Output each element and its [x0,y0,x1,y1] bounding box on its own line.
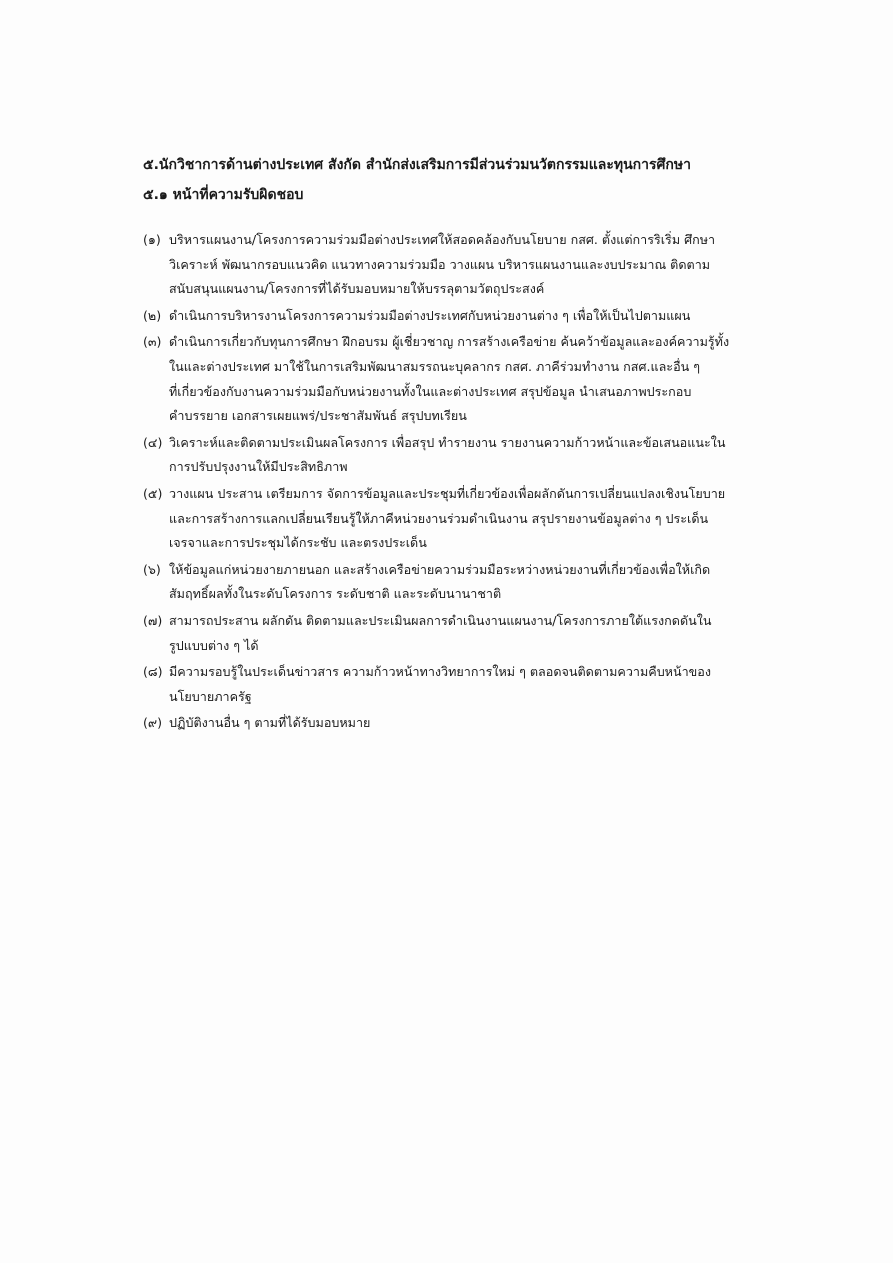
duty-item-line: เจรจาและการประชุมได้กระชับ และตรงประเด็น [169,535,427,551]
duty-item-line: นโยบายภาครัฐ [169,688,252,704]
duty-item-number: (๘) [143,664,163,680]
duty-item-number: (๒) [143,307,162,323]
duty-item-number: (๓) [143,334,162,350]
duty-item-line: รูปแบบต่าง ๆ ได้ [169,637,259,653]
duty-item-line: วิเคราะห์และติดตามประเมินผลโครงการ เพื่อสรุป ทำรายงาน รายงานความก้าวหน้าและข้อเสนอแนะใน [169,434,726,450]
duty-item-line: วิเคราะห์ พัฒนากรอบแนวคิด แนวทางความร่วมมือ วางแผน บริหารแผนงานและงบประมาณ ติดตาม [169,256,711,272]
duty-item [143,304,793,329]
duty-item-number: (๑) [143,232,161,247]
duty-item [143,482,793,556]
duty-item-line: ปฏิบัติงานอื่น ๆ ตามที่ได้รับมอบหมาย [169,715,371,731]
duty-item-line: การปรับปรุงงานให้มีประสิทธิภาพ [169,459,348,475]
duty-item [143,711,793,736]
section-heading: ๕.นักวิชาการด้านต่างประเทศ สังกัด สำนักส่งเสริมการมีส่วนร่วมนวัตกรรมและทุนการศึกษา [143,157,691,173]
duty-item-number: (๕) [143,485,163,501]
duty-item-line: ดำเนินการบริหารงานโครงการความร่วมมือต่างประเทศกับหน่วยงานต่าง ๆ เพื่อให้เป็นไปตามแผน [169,307,691,323]
duty-item-number: (๔) [143,434,163,450]
duty-item [143,558,793,607]
duty-item-line: สนับสนุนแผนงาน/โครงการที่ได้รับมอบหมายให้บรรลุตามวัตถุประสงค์ [169,281,545,297]
duty-item-line: ที่เกี่ยวข้องกับงานความร่วมมือกับหน่วยงานทั้งในและต่างประเทศ สรุปข้อมูล นำเสนอภาพประกอบ [169,383,692,399]
duty-item-line: บริหารแผนงาน/โครงการความร่วมมือต่างประเทศให้สอดคล้องกับนโยบาย กสศ. ตั้งแต่การริเริ่ม ศึกษา [169,232,716,247]
duty-item-line: ดำเนินการเกี่ยวกับทุนการศึกษา ฝึกอบรม ผู้เชี่ยวชาญ การสร้างเครือข่าย ค้นคว้าข้อมูลและองค์ความรู้ทั้ง [169,334,730,350]
duty-item-line: สามารถประสาน ผลักดัน ติดตามและประเมินผลการดำเนินงานแผนงาน/โครงการภายใต้แรงกดดันใน [169,612,712,628]
duty-item-line: วางแผน ประสาน เตรียมการ จัดการข้อมูลและประชุมที่เกี่ยวข้องเพื่อผลักดันการเปลี่ยนแปลงเชิงนโยบาย [169,485,726,501]
duty-item-line: ให้ข้อมูลแก่หน่วยงายภายนอก และสร้างเครือข่ายความร่วมมือระหว่างหน่วยงานที่เกี่ยวข้องเพื่อให้เกิด [169,561,711,577]
duty-item [143,228,793,302]
duty-item [143,431,793,480]
duty-list [143,228,793,738]
duty-item-line: สัมฤทธิ์ผลทั้งในระดับโครงการ ระดับชาติ และระดับนานาชาติ [169,586,502,602]
duty-item [143,660,793,709]
duty-item-number: (๗) [143,612,163,628]
duty-item-number: (๖) [143,561,161,577]
duty-item-line: มีความรอบรู้ในประเด็นข่าวสาร ความก้าวหน้าทางวิทยาการใหม่ ๆ ตลอดจนติดตามความคืบหน้าของ [169,664,711,680]
duty-item-line: คำบรรยาย เอกสารเผยแพร่/ประชาสัมพันธ์ สรุปบทเรียน [169,408,467,424]
duty-item-line: ในและต่างประเทศ มาใช้ในการเสริมพัฒนาสมรรถนะบุคลากร กสศ. ภาคีร่วมทำงาน กสศ.และอื่น ๆ [169,358,701,374]
subsection-heading: ๕.๑ หน้าที่ความรับผิดชอบ [143,187,304,203]
duty-item [143,609,793,658]
duty-item-number: (๙) [143,715,163,731]
duty-item [143,330,793,428]
duty-item-line: และการสร้างการแลกเปลี่ยนเรียนรู้ให้ภาคีหน่วยงานร่วมดำเนินงาน สรุปรายงานข้อมูลต่าง ๆ ประเด็น [169,510,709,526]
